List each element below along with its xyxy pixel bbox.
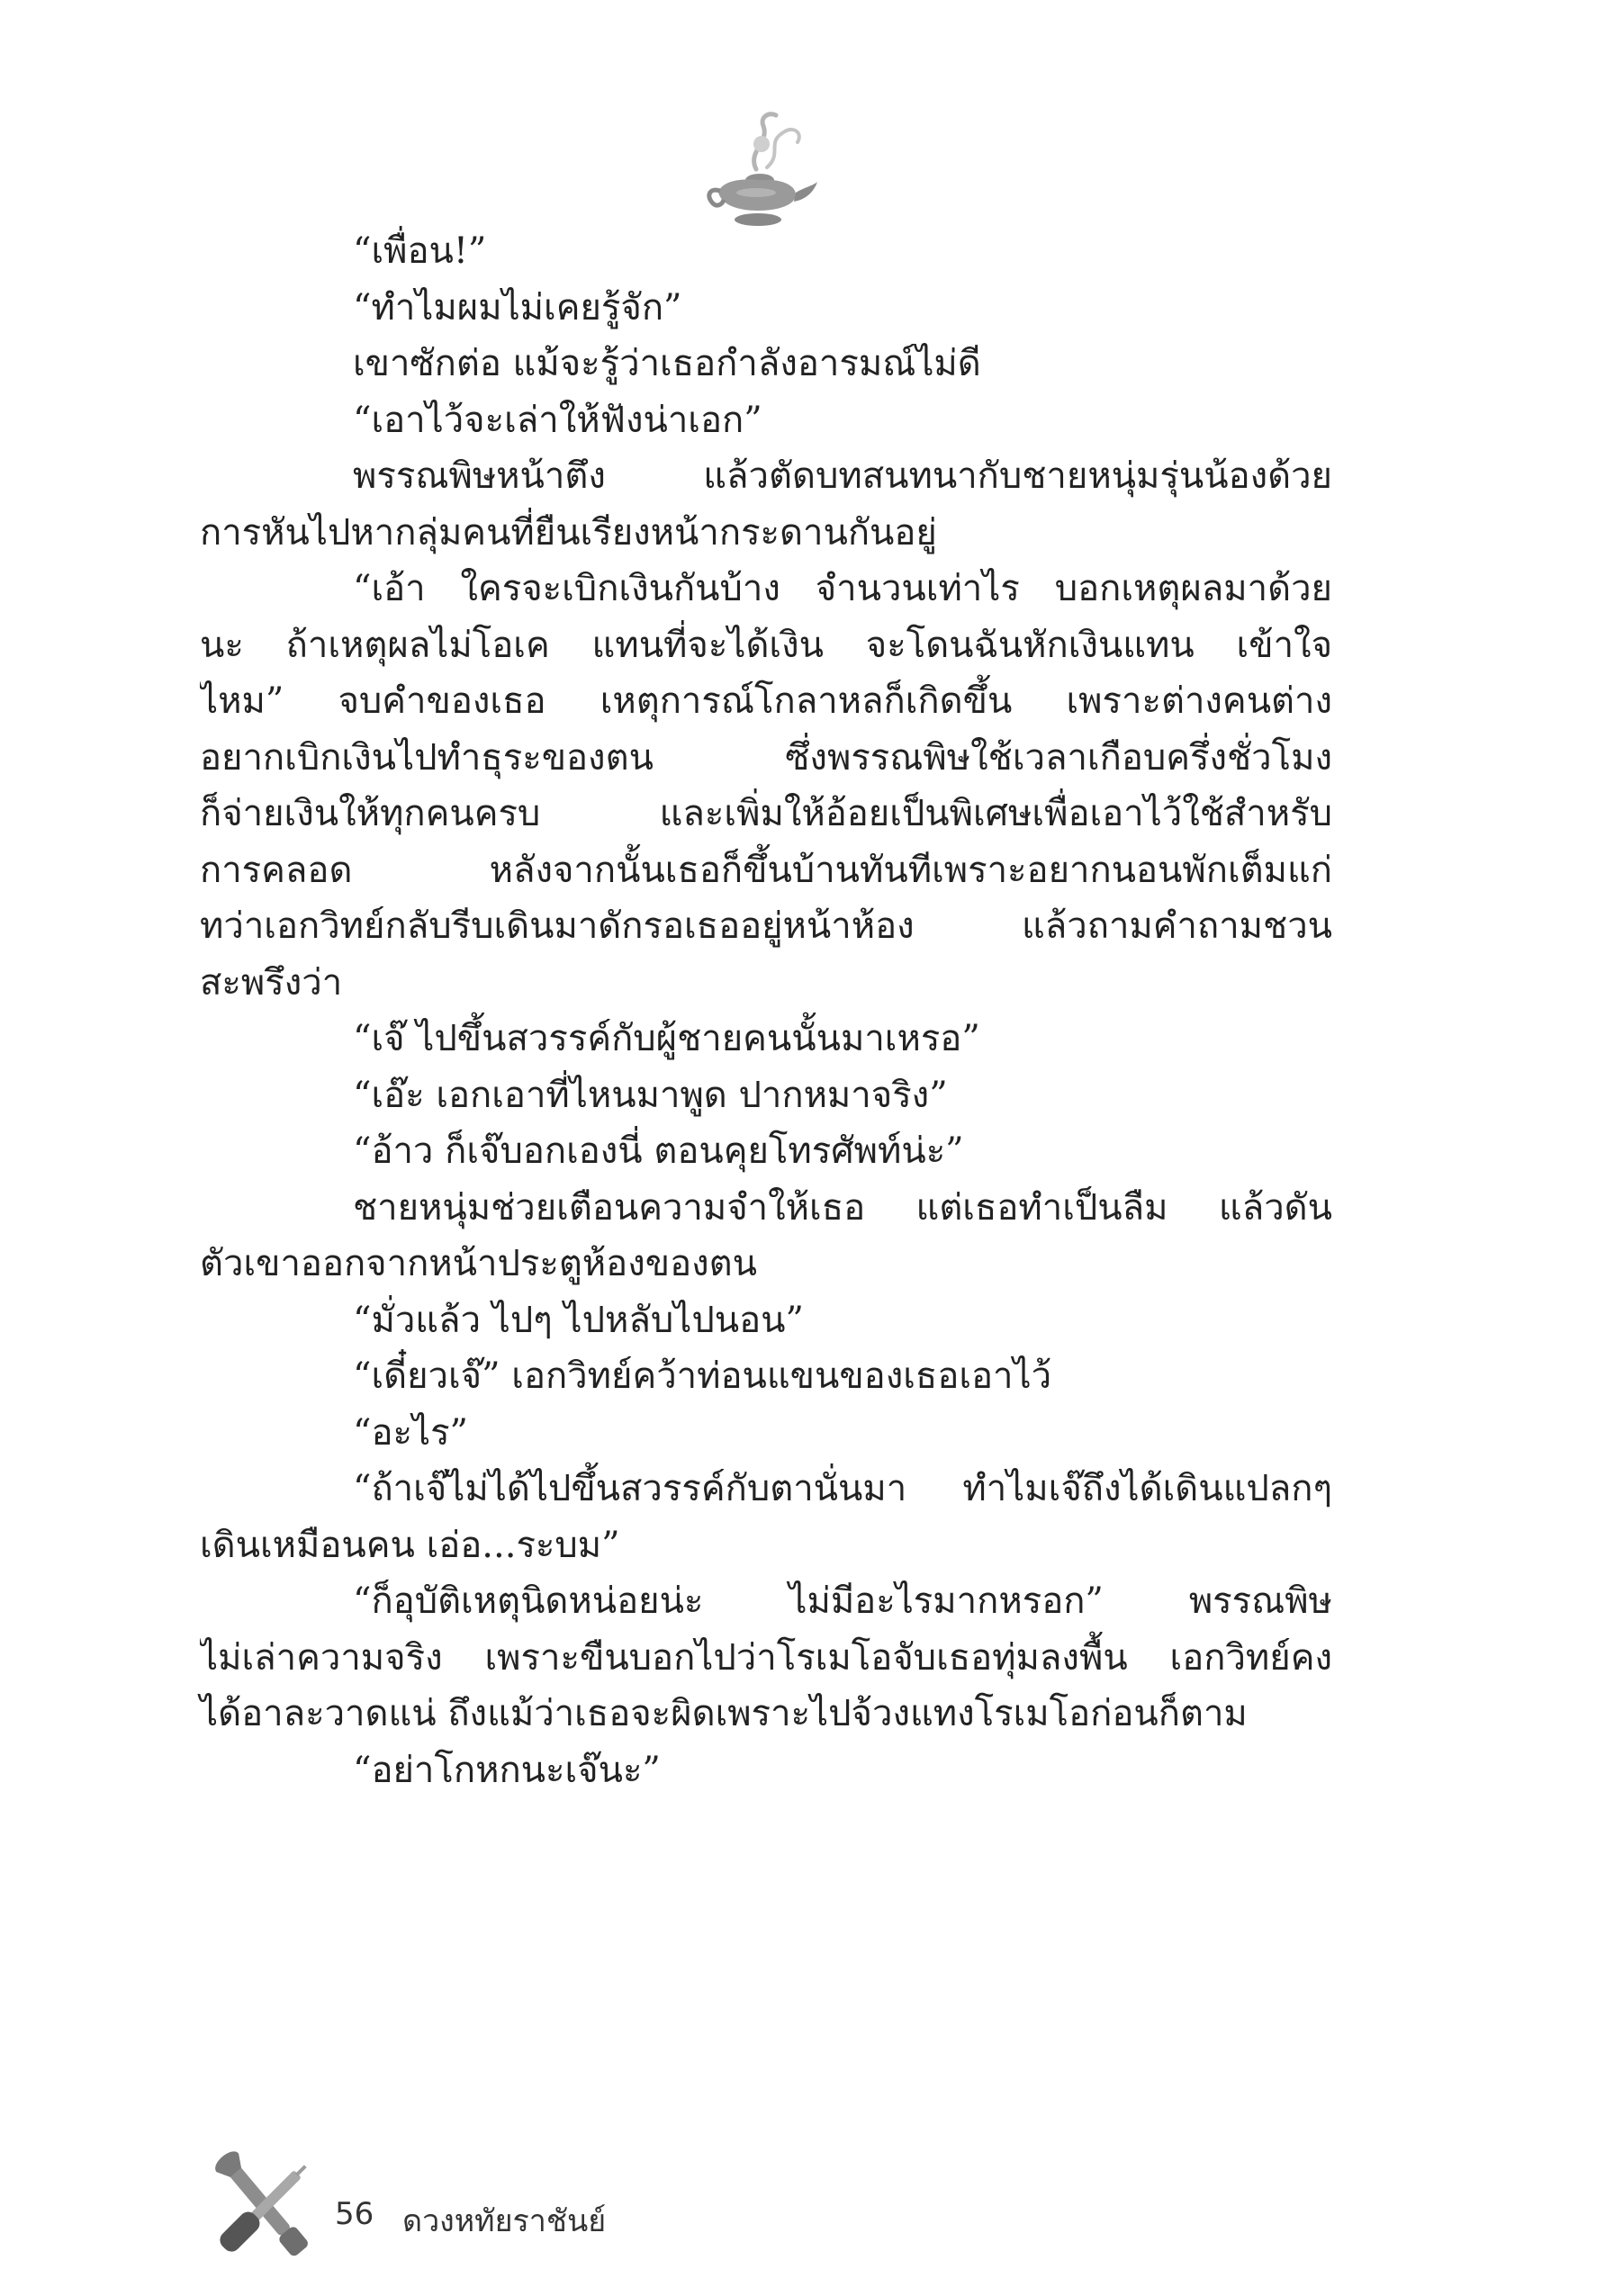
text-line: การคลอด หลังจากนั้นเธอก็ขึ้นบ้านทันทีเพราะอยากนอนพักเต็มแก่	[200, 849, 1332, 891]
text-line: ไม่เล่าความจริง เพราะขืนบอกไปว่าโรเมโอจับเธอทุ่มลงพื้น เอกวิทย์คง	[200, 1636, 1332, 1679]
text-line: การหันไปหากลุ่มคนที่ยืนเรียงหน้ากระดานกันอยู่	[200, 511, 937, 554]
text-line: เขาซักต่อ แม้จะรู้ว่าเธอกำลังอารมณ์ไม่ดี	[353, 343, 981, 384]
text-line: เดินเหมือนคน เอ่อ...ระบม”	[200, 1524, 620, 1566]
text-line: “เอ้า ใครจะเบิกเงินกันบ้าง จำนวนเท่าไร บอกเหตุผลมาด้วย	[353, 568, 1332, 609]
text-line: ตัวเขาออกจากหน้าประตูห้องของตน	[200, 1243, 757, 1284]
text-line: “เพื่อน!”	[353, 230, 487, 272]
text-line: “เอ๊ะ เอกเอาที่ไหนมาพูด ปากหมาจริง”	[353, 1074, 948, 1116]
text-line: “เจ๊ ไปขึ้นสวรรค์กับผู้ชายคนนั้นมาเหรอ”	[353, 1018, 980, 1059]
text-line: ชายหนุ่มช่วยเตือนความจำให้เธอ แต่เธอทำเป็นลืม แล้วดัน	[353, 1186, 1332, 1229]
text-line: ก็จ่ายเงินให้ทุกคนครบ และเพิ่มให้อ้อยเป็นพิเศษเพื่อเอาไว้ใช้สำหรับ	[200, 793, 1332, 834]
text-line: สะพรึงว่า	[200, 961, 343, 1004]
text-line: “เอาไว้จะเล่าให้ฟังน่าเอก”	[353, 399, 762, 441]
text-line: “อย่าโกหกนะเจ๊นะ”	[353, 1749, 661, 1791]
page-number: 56	[335, 2196, 374, 2232]
story-text	[200, 223, 1332, 1798]
text-line: ได้อาละวาดแน่ ถึงแม้ว่าเธอจะผิดเพราะไปจ้วงแทงโรเมโอก่อนก็ตาม	[200, 1693, 1248, 1734]
text-line: อยากเบิกเงินไปทำธุระของตน ซึ่งพรรณพิษใช้เวลาเกือบครึ่งชั่วโมง	[200, 736, 1332, 779]
page-footer	[200, 2142, 1010, 2277]
text-line: “ก็อุบัติเหตุนิดหน่อยน่ะ ไม่มีอะไรมากหรอก” พรรณพิษ	[353, 1580, 1332, 1622]
text-line: “อะไร”	[353, 1411, 469, 1454]
magic-lamp-icon	[702, 106, 819, 232]
text-line: “ถ้าเจ๊ไม่ได้ไปขึ้นสวรรค์กับตานั่นมา ทำไมเจ๊ถึงได้เดินแปลกๆ	[353, 1468, 1332, 1509]
text-line: “เดี๋ยวเจ๊” เอกวิทย์คว้าท่อนแขนของเธอเอาไว้	[353, 1355, 1052, 1397]
text-line: ทว่าเอกวิทย์กลับรีบเดินมาดักรอเธออยู่หน้าห้อง แล้วถามคำถามชวน	[200, 905, 1332, 947]
text-line: “มั่วแล้ว ไปๆ ไปหลับไปนอน”	[353, 1299, 804, 1341]
text-line: “ทำไมผมไม่เคยรู้จัก”	[353, 286, 682, 329]
text-line: พรรณพิษหน้าตึง แล้วตัดบทสนทนากับชายหนุ่มรุ่นน้องด้วย	[353, 455, 1332, 497]
text-line: นะ ถ้าเหตุผลไม่โอเค แทนที่จะได้เงิน จะโดนฉันหักเงินแทน เข้าใจ	[200, 624, 1332, 666]
text-line: “อ้าว ก็เจ๊บอกเองนี่ ตอนคุยโทรศัพท์น่ะ”	[353, 1130, 964, 1172]
book-title: ดวงหทัยราชันย์	[402, 2203, 607, 2239]
wrench-screwdriver-icon	[200, 2142, 330, 2273]
text-line: ไหม” จบคำของเธอ เหตุการณ์โกลาหลก็เกิดขึ้น เพราะต่างคนต่าง	[200, 680, 1332, 722]
